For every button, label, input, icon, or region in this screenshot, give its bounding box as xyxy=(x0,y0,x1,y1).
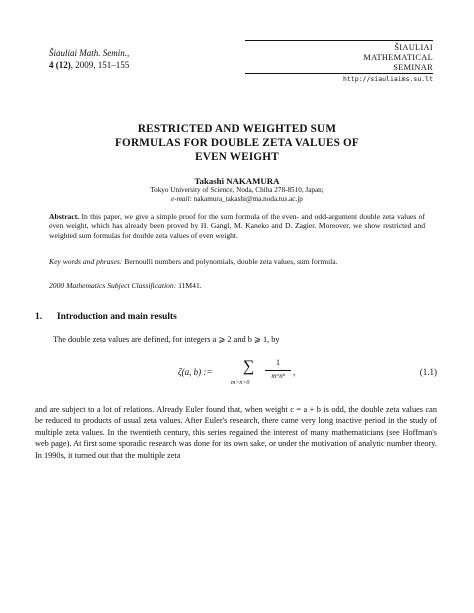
affiliation-line: Tokyo University of Science, Noda, Chiba 278-8510, Japan; xyxy=(150,186,324,194)
subject-classification xyxy=(49,281,425,290)
fraction-denominator: mᵃnᵇ xyxy=(271,372,285,380)
seminar-url: http://siauliaims.su.lt xyxy=(342,75,433,83)
intro-paragraph-2: and are subject to a lot of relations. Already Euler found that, when weight c = a + b is odd, the double zeta values can be reduced to products of usual zeta values. After Euler's research, there came very long inactive period in the study of multiple zeta values. In the twentieth century, this series regained the interest of many mathematicians (see Hoffman's web page). At first some sporadic research was done for its own sake, or under the motivation of analytic number theory. In 1990s, it turned out that the multiple zeta xyxy=(35,405,437,460)
intro-paragraph-1: The double zeta values are defined, for integers a ⩾ 2 and b ⩾ 1, by xyxy=(53,335,280,344)
paper-title xyxy=(40,122,434,164)
journal-name: Šiauliai Math. Semin., xyxy=(49,48,130,58)
seminar-logo xyxy=(245,40,433,83)
journal-citation xyxy=(49,47,129,71)
equation-comma: , xyxy=(293,367,296,377)
author-affiliation xyxy=(40,186,434,204)
section-heading xyxy=(35,312,177,322)
email-label: e-mail: xyxy=(171,195,192,203)
journal-volume-number: 4 (12) xyxy=(49,60,71,70)
logo-word-siauliai: ŠIAULIAI xyxy=(394,43,433,52)
email-line xyxy=(40,195,434,204)
keywords xyxy=(49,257,425,266)
abstract xyxy=(49,212,425,240)
logo-word-seminar: SEMINAR xyxy=(393,63,433,72)
section-title: Introduction and main results xyxy=(57,312,177,322)
email-address: nakamura_takashi@ma.noda.tus.ac.jp xyxy=(193,195,303,203)
equation-lhs: ζ(a, b) := xyxy=(178,367,213,377)
keywords-text: Bernoulli numbers and polynomials, double zeta values, sum formula. xyxy=(124,257,338,266)
journal-volume xyxy=(49,59,129,71)
equation-number: (1.1) xyxy=(419,367,437,377)
sum-subscript: m>n>0 xyxy=(231,380,250,386)
title-line-3: EVEN WEIGHT xyxy=(195,151,279,163)
author-name: Takashi NAKAMURA xyxy=(194,176,280,186)
fraction-bar xyxy=(265,370,291,371)
msc-label: 2000 Mathematics Subject Classification: xyxy=(49,281,177,290)
fraction-numerator: 1 xyxy=(276,358,280,367)
journal-volume-details: , 2009, 151–155 xyxy=(70,60,130,70)
msc-code: 11M41. xyxy=(178,281,202,290)
keywords-label: Key words and phrases: xyxy=(49,257,123,266)
section-number: 1. xyxy=(35,312,43,322)
equation-1-1 xyxy=(35,353,437,391)
abstract-text: In this paper, we give a simple proof for the sum formula of the even- and odd-argument double zeta values of even weight, which has already been proved by H. Gangl, M. Kaneko and D. Zagier. Moreover, we show restricted and weighted sum formulas for double zeta values of even weight. xyxy=(49,212,425,240)
logo-rule-top xyxy=(245,40,433,41)
title-line-1: RESTRICTED AND WEIGHTED SUM xyxy=(137,123,337,135)
logo-word-mathematical: MATHEMATICAL xyxy=(363,53,433,62)
abstract-label: Abstract. xyxy=(49,212,80,221)
title-line-2: FORMULAS FOR DOUBLE ZETA VALUES OF xyxy=(115,137,359,149)
sum-symbol: ∑ xyxy=(243,358,255,375)
logo-rule-bottom xyxy=(245,73,433,74)
